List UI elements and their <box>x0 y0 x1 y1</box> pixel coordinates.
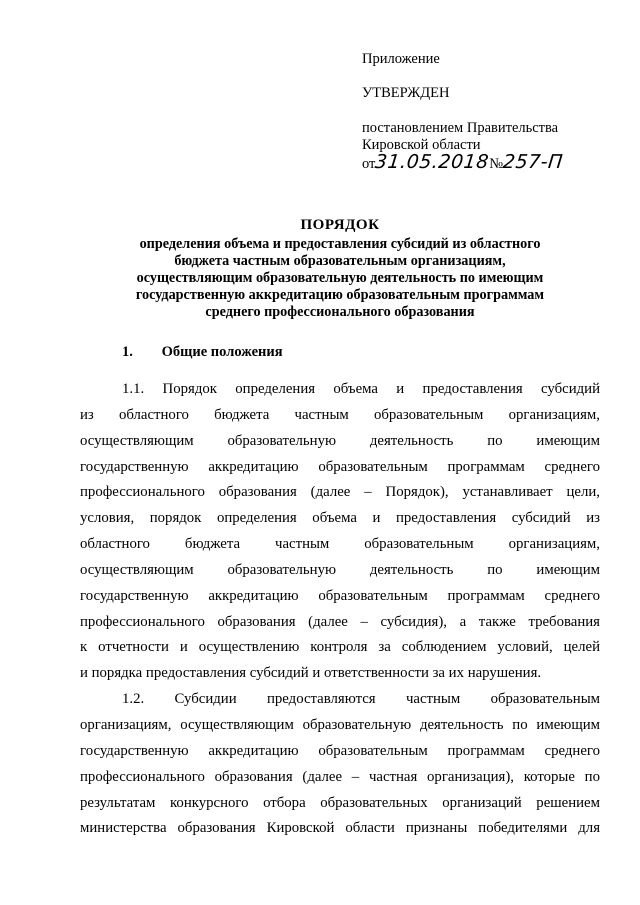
text-line: условия, порядок определения объема и предоставления субсидий из <box>80 510 600 527</box>
text-line: осуществляющим образовательную деятельность по имеющим <box>80 432 600 449</box>
section-number: 1. <box>122 344 133 360</box>
text-line: профессионального образования (далее – субсидия), а также требования <box>80 613 600 630</box>
subtitle-line: бюджета частным образовательным организациям, <box>174 253 506 269</box>
text-line: государственную аккредитацию образовательным программам среднего <box>80 587 600 604</box>
subtitle-line: осуществляющим образовательную деятельность по имеющим <box>136 270 544 286</box>
text-line: государственную аккредитацию образовательным программам среднего <box>80 458 600 475</box>
appendix-label: Приложение <box>362 51 440 67</box>
text-line: профессионального образования (далее – Порядок), устанавливает цели, <box>80 484 600 501</box>
approved-label: УТВЕРЖДЕН <box>362 85 450 101</box>
approved-by-line-2: Кировской области <box>362 137 481 153</box>
title-subtitle <box>80 236 600 321</box>
text-line: государственную аккредитацию образовательным программам среднего <box>80 742 600 759</box>
subtitle-line: государственную аккредитацию образовательным программам <box>135 287 545 303</box>
text-line: к отчетности и осуществлению контроля за соблюдением условий, целей <box>80 639 600 656</box>
approval-stamp <box>362 51 622 173</box>
text-line: результатам конкурсного отбора образовательных организаций решением <box>80 794 600 811</box>
number-prefix: от <box>362 156 376 172</box>
subtitle-line: среднего профессионального образования <box>205 304 475 320</box>
text-line: 1.1. Порядок определения объема и предоставления субсидий <box>122 381 600 397</box>
text-line: профессионального образования (далее – частная организация), которые по <box>80 768 600 785</box>
section-heading <box>122 344 283 361</box>
paragraph-1-2 <box>80 687 600 842</box>
text-line: из областного бюджета частным образовательным организациям, <box>80 406 600 423</box>
title-main: ПОРЯДОК <box>300 217 380 233</box>
handwritten-date: 31.05.2018 <box>374 151 491 173</box>
document-title <box>80 217 600 321</box>
section-title: Общие положения <box>161 344 283 360</box>
handwritten-number: 257-П <box>501 151 565 173</box>
text-line: 1.2. Субсидии предоставляются частным образовательным <box>122 691 600 708</box>
approved-by-line-1: постановлением Правительства <box>362 120 559 136</box>
body-text <box>80 377 600 842</box>
text-line: организациям, осуществляющим образовательную деятельность по имеющим <box>80 716 600 733</box>
paragraph-1-1 <box>80 377 600 687</box>
text-line: и порядка предоставления субсидий и ответственности за их нарушения. <box>80 665 542 682</box>
text-line: областного бюджета частным образовательным организациям, <box>80 536 600 553</box>
text-line: министерства образования Кировской области признаны победителями для <box>80 820 600 837</box>
subtitle-line: определения объема и предоставления субсидий из областного <box>139 236 541 252</box>
resolution-number-line <box>362 151 622 173</box>
number-sign: № <box>489 156 504 172</box>
text-line: осуществляющим образовательную деятельность по имеющим <box>80 561 600 578</box>
